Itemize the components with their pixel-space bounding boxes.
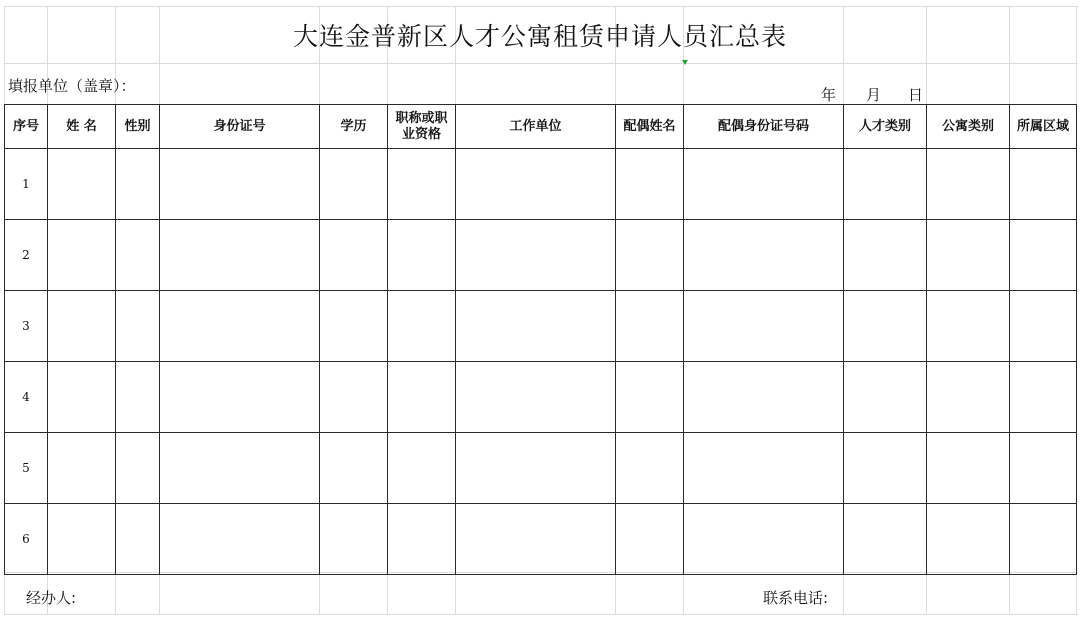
table-cell[interactable] bbox=[388, 504, 456, 575]
table-cell[interactable] bbox=[320, 149, 388, 220]
table-cell[interactable] bbox=[616, 362, 684, 433]
table-cell[interactable] bbox=[456, 291, 616, 362]
table-cell[interactable] bbox=[320, 220, 388, 291]
table-cell[interactable] bbox=[320, 362, 388, 433]
table-cell[interactable] bbox=[456, 149, 616, 220]
table-cell[interactable] bbox=[320, 433, 388, 504]
column-header: 配偶身份证号码 bbox=[684, 105, 844, 149]
column-header: 身份证号 bbox=[160, 105, 320, 149]
table-cell[interactable] bbox=[844, 362, 927, 433]
column-header: 姓 名 bbox=[48, 105, 116, 149]
column-header: 序号 bbox=[5, 105, 48, 149]
table-cell[interactable] bbox=[116, 504, 160, 575]
table-row bbox=[5, 291, 1077, 362]
table-row bbox=[5, 362, 1077, 433]
table-cell[interactable] bbox=[1010, 291, 1077, 362]
row-number-cell[interactable]: 3 bbox=[5, 291, 48, 362]
table-cell[interactable] bbox=[927, 291, 1010, 362]
table-cell[interactable] bbox=[456, 220, 616, 291]
table-cell[interactable] bbox=[48, 220, 116, 291]
table-cell[interactable] bbox=[48, 433, 116, 504]
table-cell[interactable] bbox=[1010, 504, 1077, 575]
table-cell[interactable] bbox=[388, 291, 456, 362]
table-cell[interactable] bbox=[684, 362, 844, 433]
table-cell[interactable] bbox=[927, 433, 1010, 504]
table-cell[interactable] bbox=[116, 149, 160, 220]
column-header: 工作单位 bbox=[456, 105, 616, 149]
cell-comment-marker bbox=[682, 60, 688, 65]
column-header: 学历 bbox=[320, 105, 388, 149]
table-cell[interactable] bbox=[48, 504, 116, 575]
handler-label: 经办人: bbox=[26, 589, 77, 607]
column-header: 公寓类别 bbox=[927, 105, 1010, 149]
column-header: 所属区域 bbox=[1010, 105, 1077, 149]
table-cell[interactable] bbox=[388, 149, 456, 220]
table-cell[interactable] bbox=[844, 149, 927, 220]
table-cell[interactable] bbox=[684, 433, 844, 504]
table-cell[interactable] bbox=[116, 291, 160, 362]
table-cell[interactable] bbox=[48, 149, 116, 220]
table-row bbox=[5, 149, 1077, 220]
table-cell[interactable] bbox=[116, 220, 160, 291]
row-number-cell[interactable]: 1 bbox=[5, 149, 48, 220]
column-header: 性别 bbox=[116, 105, 160, 149]
table-cell[interactable] bbox=[388, 220, 456, 291]
table-cell[interactable] bbox=[160, 220, 320, 291]
table-row bbox=[5, 433, 1077, 504]
table-cell[interactable] bbox=[927, 504, 1010, 575]
table-cell[interactable] bbox=[616, 291, 684, 362]
table-row bbox=[5, 220, 1077, 291]
row-number-cell[interactable]: 2 bbox=[5, 220, 48, 291]
table-cell[interactable] bbox=[844, 291, 927, 362]
row-number-cell[interactable]: 6 bbox=[5, 504, 48, 575]
table-cell[interactable] bbox=[116, 433, 160, 504]
table-cell[interactable] bbox=[684, 291, 844, 362]
phone-label: 联系电话: bbox=[763, 589, 829, 607]
table-cell[interactable] bbox=[1010, 220, 1077, 291]
date-year-label: 年 bbox=[821, 86, 837, 104]
table-cell[interactable] bbox=[456, 362, 616, 433]
table-cell[interactable] bbox=[684, 149, 844, 220]
table-cell[interactable] bbox=[160, 433, 320, 504]
table-cell[interactable] bbox=[320, 291, 388, 362]
table-cell[interactable] bbox=[1010, 149, 1077, 220]
table-cell[interactable] bbox=[1010, 433, 1077, 504]
table-cell[interactable] bbox=[48, 291, 116, 362]
date-month-label: 月 bbox=[866, 86, 882, 104]
table-cell[interactable] bbox=[48, 362, 116, 433]
column-header: 人才类别 bbox=[844, 105, 927, 149]
table-cell[interactable] bbox=[160, 291, 320, 362]
table-cell[interactable] bbox=[388, 362, 456, 433]
table-row bbox=[5, 504, 1077, 575]
page-title: 大连金普新区人才公寓租赁申请人员汇总表 bbox=[292, 22, 787, 51]
table-cell[interactable] bbox=[844, 220, 927, 291]
table-cell[interactable] bbox=[456, 433, 616, 504]
table-cell[interactable] bbox=[456, 504, 616, 575]
table-cell[interactable] bbox=[844, 433, 927, 504]
header-row bbox=[5, 105, 1077, 149]
table-cell[interactable] bbox=[927, 149, 1010, 220]
gridline bbox=[4, 614, 1078, 615]
table-cell[interactable] bbox=[160, 362, 320, 433]
table-cell[interactable] bbox=[844, 504, 927, 575]
table-cell[interactable] bbox=[616, 433, 684, 504]
date-day-label: 日 bbox=[908, 86, 924, 104]
table-cell[interactable] bbox=[927, 362, 1010, 433]
table-cell[interactable] bbox=[116, 362, 160, 433]
column-header: 配偶姓名 bbox=[616, 105, 684, 149]
table-cell[interactable] bbox=[927, 220, 1010, 291]
reporting-unit-label: 填报单位（盖章）： bbox=[8, 77, 136, 95]
applicant-summary-table bbox=[4, 104, 1077, 575]
table-cell[interactable] bbox=[1010, 362, 1077, 433]
table-cell[interactable] bbox=[684, 220, 844, 291]
table-cell[interactable] bbox=[616, 504, 684, 575]
table-cell[interactable] bbox=[388, 433, 456, 504]
table-cell[interactable] bbox=[160, 149, 320, 220]
table-cell[interactable] bbox=[616, 149, 684, 220]
table-cell[interactable] bbox=[616, 220, 684, 291]
table-cell[interactable] bbox=[320, 504, 388, 575]
row-number-cell[interactable]: 4 bbox=[5, 362, 48, 433]
row-number-cell[interactable]: 5 bbox=[5, 433, 48, 504]
table-cell[interactable] bbox=[684, 504, 844, 575]
table-cell[interactable] bbox=[160, 504, 320, 575]
column-header: 职称或职 业资格 bbox=[388, 105, 456, 149]
